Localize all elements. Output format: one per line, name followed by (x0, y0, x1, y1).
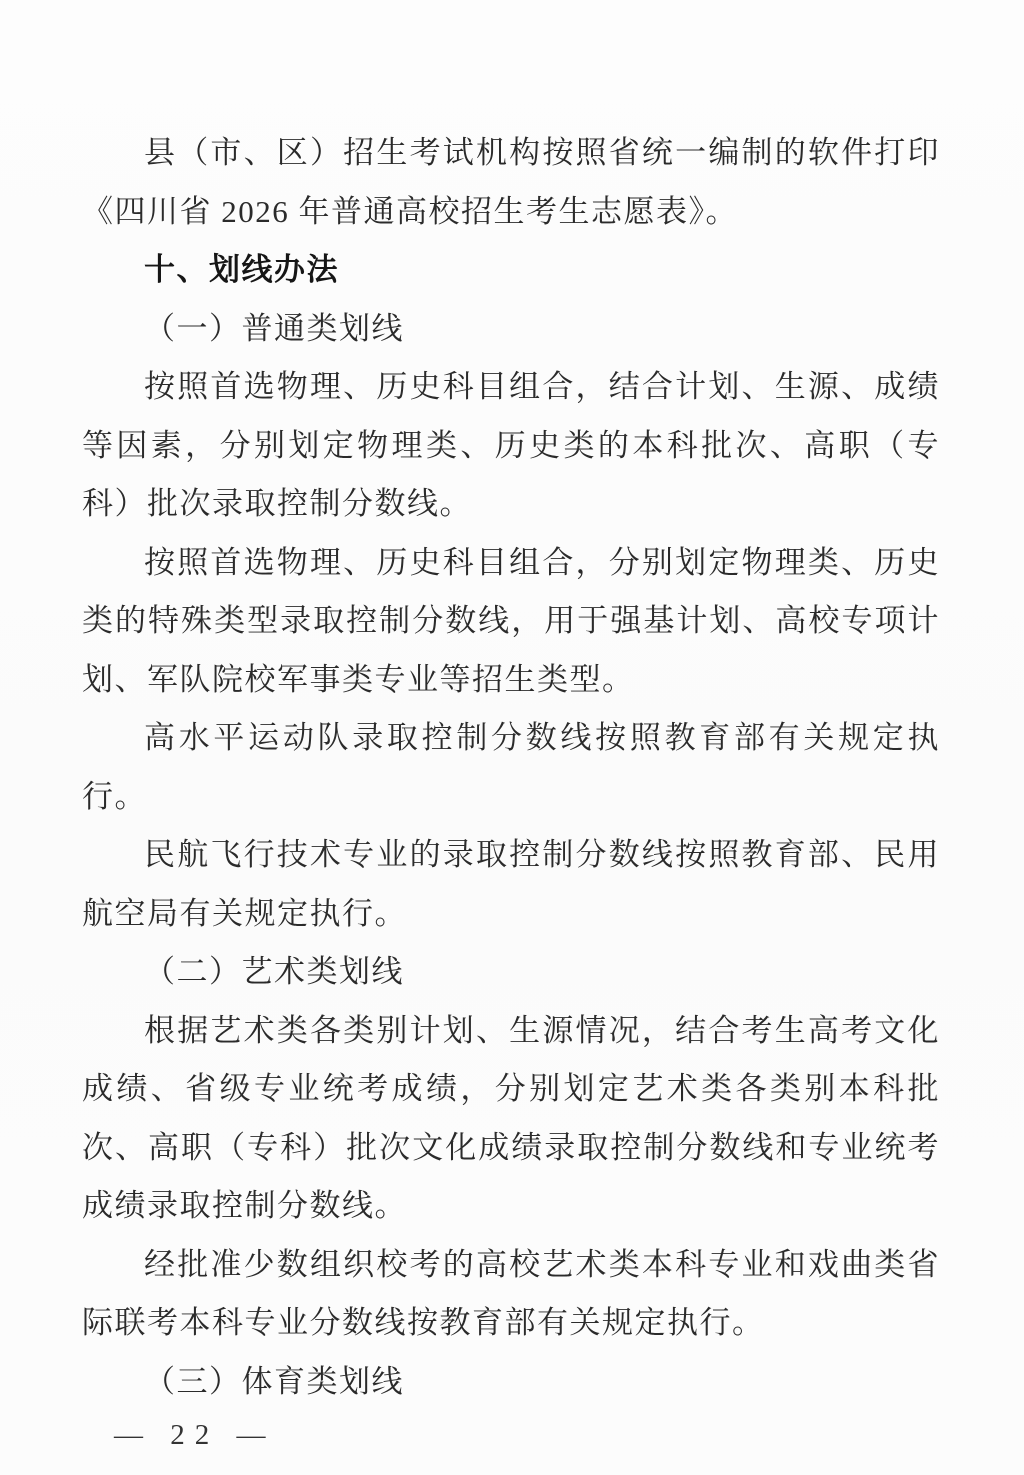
body-paragraph: 经批准少数组织校考的高校艺术类本科专业和戏曲类省际联考本科专业分数线按教育部有关规定执行。 (82, 1246, 940, 1340)
section-heading: 十、划线办法 (144, 252, 339, 287)
body-paragraph: 按照首选物理、历史科目组合，结合计划、生源、成绩等因素，分别划定物理类、历史类的本科批次、高职（专科）批次录取控制分数线。 (82, 369, 940, 521)
subsection-heading: （二）艺术类划线 (144, 954, 404, 989)
body-paragraph: 高水平运动队录取控制分数线按照教育部有关规定执行。 (82, 720, 940, 814)
body-paragraph: 根据艺术类各类别计划、生源情况，结合考生高考文化成绩、省级专业统考成绩，分别划定艺术类各类别本科批次、高职（专科）批次文化成绩录取控制分数线和专业统考成绩录取控制分数线。 (82, 1012, 940, 1223)
document-body (82, 124, 940, 1411)
subsection-heading: （三）体育类划线 (144, 1363, 404, 1399)
body-paragraph: 县（市、区）招生考试机构按照省统一编制的软件打印《四川省 2026 年普通高校招生考生志愿表》。 (82, 135, 940, 229)
subsection-heading: （一）普通类划线 (144, 310, 404, 346)
body-paragraph: 民航飞行技术专业的录取控制分数线按照教育部、民用航空局有关规定执行。 (82, 837, 940, 931)
page-number: — 22 — (114, 1419, 276, 1451)
body-paragraph: 按照首选物理、历史科目组合，分别划定物理类、历史类的特殊类型录取控制分数线，用于强基计划、高校专项计划、军队院校军事类专业等招生类型。 (82, 544, 940, 697)
